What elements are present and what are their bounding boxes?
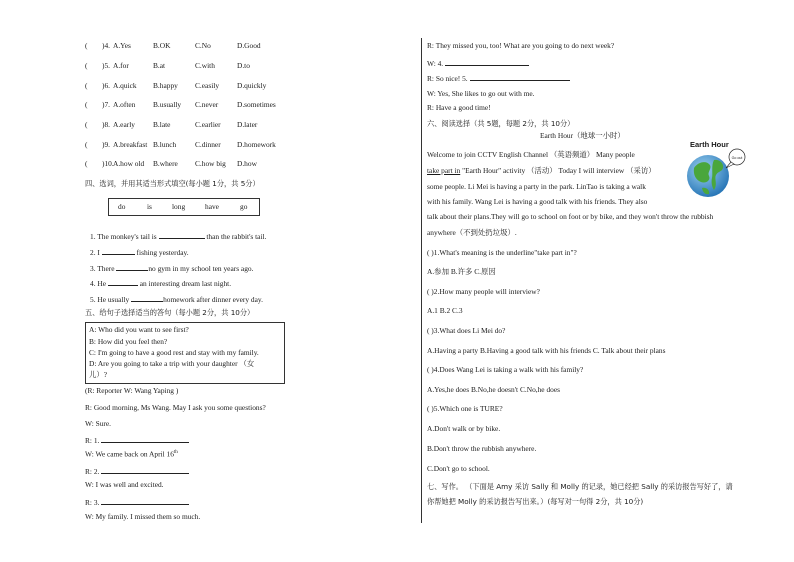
section-5-title: 五、给句子选择适当的答句（每小题 2分，共 10分）: [85, 308, 255, 317]
dialog-option: C: I'm going to have a good rest and stay with my family.: [89, 348, 259, 357]
fill-item: [90, 263, 253, 274]
answer-blank: [131, 294, 163, 302]
dialog-option: D: Are you going to take a trip with your daughter （女: [89, 359, 255, 368]
section-7-instruction: 你帮她把 Molly 的采访报告写出来。）(每写对一句得 2分，共 10分): [427, 497, 644, 506]
answer-paren: (: [85, 61, 88, 70]
dialog-line: [85, 435, 189, 446]
dialog-line: [85, 481, 164, 490]
answer-blank: [108, 278, 138, 286]
answer-paren: (: [85, 81, 88, 90]
fill-item-text: an interesting dream last night.: [137, 279, 232, 288]
option-a: A.Yes: [113, 41, 131, 50]
answer-paren: )6.: [102, 81, 111, 90]
dialog-options-box: [85, 322, 285, 384]
word-box: [108, 198, 260, 216]
answer-blank: [101, 497, 189, 505]
option-c: C.easily: [195, 81, 220, 90]
option-c: C.never: [195, 100, 219, 109]
dialog-line: [85, 497, 189, 508]
dialog-line: [427, 104, 491, 113]
answer-paren: (: [85, 159, 88, 168]
option-b: B.happy: [153, 81, 178, 90]
option-a: A.often: [113, 100, 136, 109]
fill-item-text: than the rabbit's tail.: [204, 232, 267, 241]
dialog-text: R: They missed you, too! What are you going to do next week?: [427, 41, 615, 50]
answer-paren: (: [85, 140, 88, 149]
dialog-option: A: Who did you want to see first?: [89, 325, 189, 334]
dialog-option: 儿）?: [89, 370, 108, 379]
section-7-title: 七、写作。 （下面是 Amy 采访 Sally 和 Molly 的记录，她已经把 Sally 的采访报告写好了，请: [427, 482, 733, 491]
option-d: D.homework: [237, 140, 276, 149]
question-stem: ( )4.Does Wang Lei is taking a walk with his family?: [427, 365, 584, 374]
answer-paren: )9.: [102, 140, 111, 149]
fill-item-text: 3. There: [90, 264, 117, 273]
roles-line: (R: Reporter W: Wang Yaping ): [85, 386, 179, 395]
dialog-text: W: Yes, She likes to go out with me.: [427, 89, 535, 98]
answer-blank: [102, 247, 135, 255]
question-options: B.Don't throw the rubbish anywhere.: [427, 444, 537, 453]
passage-line: some people. Li Mei is having a party in the park. LinTao is taking a walk: [427, 182, 646, 191]
answer-paren: )7.: [102, 100, 111, 109]
dialog-line: [427, 90, 535, 99]
answer-paren: )10.: [102, 159, 114, 168]
answer-paren: (: [85, 120, 88, 129]
fill-item-text: 1. The monkey's tail is: [90, 232, 159, 241]
passage-title: Earth Hour（地球一小时）: [540, 131, 625, 140]
dialog-line: [85, 420, 111, 429]
option-a: A.how old: [113, 159, 145, 168]
word-box-item: have: [205, 202, 219, 211]
fill-item: [90, 278, 231, 289]
ordinal-suffix: th: [173, 450, 178, 455]
option-b: B.late: [153, 120, 171, 129]
question-stem: ( )1.What's meaning is the underline"take part in"?: [427, 248, 577, 257]
question-stem: ( )3.What does Li Mei do?: [427, 326, 506, 335]
question-options: A.1 B.2 C.3: [427, 306, 463, 315]
passage-line: anywhere（不到处扔垃圾）.: [427, 228, 517, 237]
dialog-line: [85, 450, 178, 459]
dialog-text: W: I was well and excited.: [85, 480, 164, 489]
dialog-text: R: 3.: [85, 498, 102, 507]
option-b: B.lunch: [153, 140, 177, 149]
answer-blank: [116, 263, 148, 271]
fill-item-text: 5. He usually: [90, 295, 132, 304]
dialog-line: [85, 404, 266, 413]
option-a: A.early: [113, 120, 135, 129]
option-a: A.for: [113, 61, 129, 70]
fill-item: [90, 294, 263, 305]
dialog-option: B: How did you feel then?: [89, 337, 168, 346]
fill-item-text: no gym in my school ten years ago.: [148, 264, 254, 273]
dialog-text: W: My family. I missed them so much.: [85, 512, 201, 521]
answer-blank: [101, 435, 189, 443]
option-c: C.No: [195, 41, 211, 50]
fill-item-text: 4. He: [90, 279, 108, 288]
option-c: C.earlier: [195, 120, 221, 129]
question-options: A.Don't walk or by bike.: [427, 424, 501, 433]
dialog-text: R: Have a good time!: [427, 103, 491, 112]
section-6-title: 六、阅读选择（共 5题，每题 2分，共 10分）: [427, 119, 575, 128]
dialog-text: W: Sure.: [85, 419, 111, 428]
option-d: D.sometimes: [237, 100, 276, 109]
option-d: D.Good: [237, 41, 261, 50]
question-stem: ( )2.How many people will interview?: [427, 287, 540, 296]
word-box-item: is: [147, 202, 152, 211]
speech-bubble-text: Go out: [731, 156, 743, 160]
answer-paren: )5.: [102, 61, 111, 70]
answer-blank: [445, 58, 529, 66]
dialog-text: R: So nice! 5.: [427, 74, 470, 83]
question-stem: ( )5.Which one is TURE?: [427, 404, 503, 413]
section-4-title: 四、选词，并用其适当形式填空(每小题 1分，共 5分）: [85, 179, 260, 188]
earth-hour-image: [682, 138, 762, 200]
dialog-text: W: We came back on April 16: [85, 449, 174, 459]
question-options: A.参加 B.许多 C.原因: [427, 267, 496, 276]
fill-item-text: fishing yesterday.: [134, 248, 189, 257]
word-box-item: do: [118, 202, 126, 211]
answer-blank: [101, 466, 189, 474]
dialog-line: [85, 513, 200, 522]
dialog-line: [85, 466, 189, 477]
option-c: C.how big: [195, 159, 226, 168]
underlined-phrase: take part in: [427, 166, 461, 175]
fill-item-text: homework after dinner every day.: [163, 295, 263, 304]
option-b: B.usually: [153, 100, 182, 109]
option-b: B.where: [153, 159, 178, 168]
fill-item: [90, 247, 189, 258]
question-options: A.Having a party B.Having a good talk with his friends C. Talk about their plans: [427, 346, 666, 355]
option-d: D.later: [237, 120, 258, 129]
word-box-item: go: [240, 202, 248, 211]
dialog-line: [427, 42, 614, 51]
answer-paren: )8.: [102, 120, 111, 129]
answer-paren: (: [85, 100, 88, 109]
word-box-item: long: [172, 202, 186, 211]
answer-blank: [470, 73, 570, 81]
answer-paren: (: [85, 41, 88, 50]
option-b: B.at: [153, 61, 166, 70]
option-d: D.how: [237, 159, 257, 168]
fill-item: [90, 231, 266, 242]
question-options: C.Don't go to school.: [427, 464, 490, 473]
dialog-text: R: Good morning, Ms Wang. May I ask you some questions?: [85, 403, 266, 412]
fill-item-text: 2. I: [90, 248, 102, 257]
passage-line: with his family. Wang Lei is having a good talk with his friends. They also: [427, 197, 648, 206]
passage-text: "Earth Hour" activity （活动） Today I will interview （采访）: [460, 166, 656, 175]
earth-hour-caption: Earth Hour: [690, 140, 729, 149]
option-a: A.breakfast: [113, 140, 148, 149]
dialog-text: R: 1.: [85, 436, 102, 445]
option-b: B.OK: [153, 41, 171, 50]
passage-line: Welcome to join CCTV English Channel （英语频道） Many people: [427, 150, 635, 159]
option-c: C.with: [195, 61, 215, 70]
option-d: D.quickly: [237, 81, 267, 90]
answer-blank: [159, 231, 205, 239]
passage-line: talk about their plans.They will go to school on foot or by bike, and they won't throw the rubbish: [427, 212, 714, 221]
dialog-line: [427, 73, 570, 84]
option-d: D.to: [237, 61, 250, 70]
dialog-text: W: 4.: [427, 59, 445, 68]
passage-line: [427, 167, 656, 176]
option-c: C.dinner: [195, 140, 221, 149]
dialog-text: R: 2.: [85, 467, 102, 476]
question-options: A.Yes,he does B.No,he doesn't C.No,he does: [427, 385, 560, 394]
answer-paren: )4.: [102, 41, 111, 50]
dialog-line: [427, 58, 529, 69]
column-divider: [421, 38, 422, 523]
option-a: A.quick: [113, 81, 137, 90]
